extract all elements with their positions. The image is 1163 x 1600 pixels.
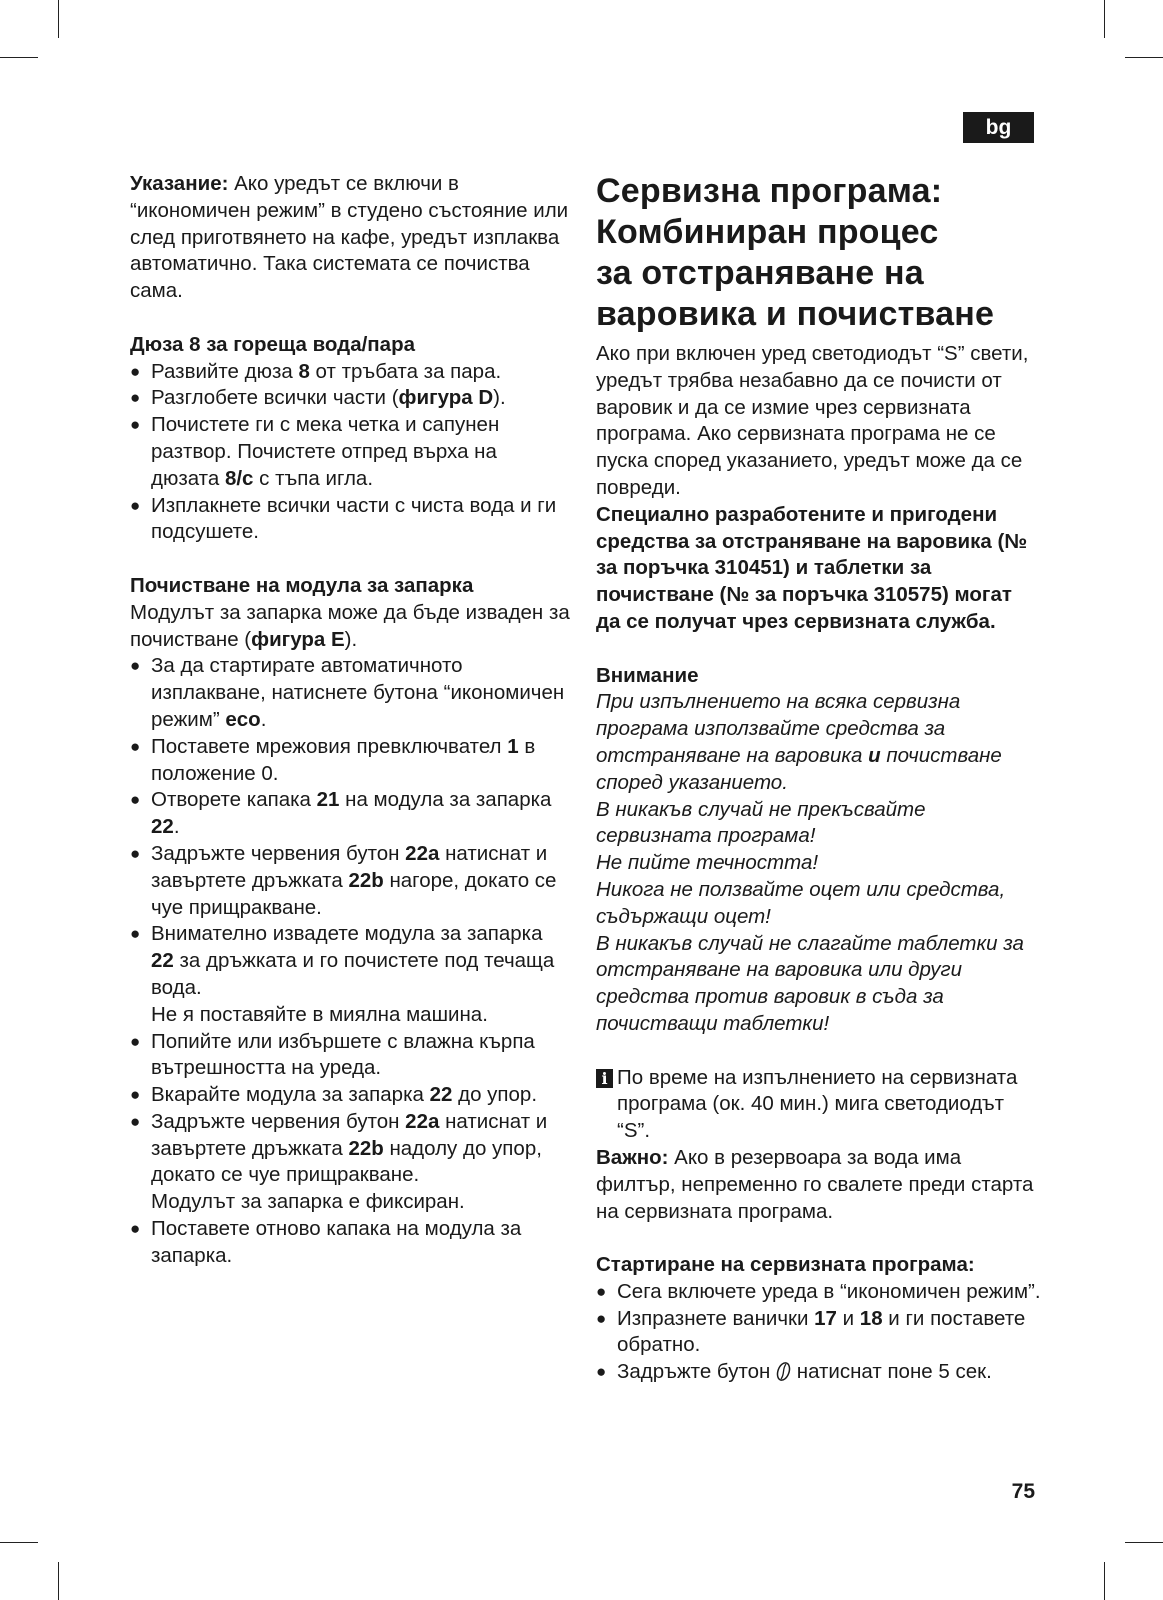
list-item: ● Сега включете уреда в “икономичен режим”. — [596, 1279, 1041, 1306]
info-text: По време на изпълнението на сервизната програма (ок. 40 мин.) мига светодиодът “S”. — [617, 1065, 1018, 1143]
brew-intro: Модулът за запарка може да бъде изваден за почистване (фигура E). — [130, 600, 570, 651]
nozzle-heading: Дюза 8 за гореща вода/пара — [130, 332, 415, 356]
list-item: ● Задръжте червения бутон 22a натиснат и завъртете дръжката 22b надолу до упор, докато се чуе прищракване. Модулът за запарка е фиксиран. — [130, 1109, 570, 1216]
attention-text: При изпълнението на всяка сервизна програма използвайте средства за отстраняване на варовика и почистване според указанието. — [596, 690, 1002, 794]
start-heading: Стартиране на сервизната програма: — [596, 1253, 975, 1277]
attention-text: В никакъв случай не слагайте таблетки за отстраняване на варовика или други средства против варовик в съда за почистващи таблетки! — [596, 931, 1024, 1035]
list-item: ● Поставете отново капака на модула за запарка. — [130, 1216, 570, 1270]
list-item: ● Задръжте бутон натиснат поне 5 сек. — [596, 1359, 1041, 1386]
list-item: ● Вкарайте модула за запарка 22 до упор. — [130, 1082, 570, 1109]
intro-paragraph: Ако при включен уред светодиодът “S” свети, уредът трябва незабавно да се почисти от варовик и да се измие чрез сервизната програма. Ако сервизната програма не се пуска според указанието, уредът може да се повреди. — [596, 342, 1029, 499]
list-item: ● Поставете мрежовия превключвател 1 в положение 0. — [130, 734, 570, 788]
start-list — [596, 1279, 1041, 1386]
note-label: Указание: — [130, 172, 229, 195]
list-item: ● Изплакнете всички части с чиста вода и ги подсушете. — [130, 493, 570, 547]
attention-text: Не пийте течността! — [596, 851, 819, 875]
note-paragraph — [130, 171, 570, 305]
crop-mark — [1125, 1542, 1163, 1543]
attention-text: Никога не ползвайте оцет или средства, съдържащи оцет! — [596, 877, 1006, 928]
crop-mark — [0, 57, 38, 58]
list-item: ● Внимателно извадете модула за запарка 22 за дръжката и го почистете под течаща вода. Не я поставяйте в миялна машина. — [130, 921, 570, 1028]
language-tab: bg — [963, 112, 1034, 143]
list-item: ● Отворете капака 21 на модула за запарка 22. — [130, 787, 570, 841]
brew-heading: Почистване на модула за запарка — [130, 573, 474, 597]
note-text: Ако уредът се включи в “икономичен режим” в студено състояние или след приготвянето на кафе, уредът изплаква автоматично. Така системата се почиства сама. — [130, 172, 569, 303]
list-item: ● За да стартирате автоматичното изплакване, натиснете бутона “икономичен режим” eco. — [130, 653, 570, 733]
attention-text: В никакъв случай не прекъсвайте сервизната програма! — [596, 797, 926, 848]
list-item: ● Попийте или избършете с влажна кърпа вътрешността на уреда. — [130, 1029, 570, 1083]
crop-mark — [1104, 0, 1105, 38]
crop-mark — [58, 1562, 59, 1600]
page-title: Сервизна програма: Комбиниран процес за отстраняване на варовика и почистване — [596, 172, 995, 333]
crop-mark — [0, 1542, 38, 1543]
attention-heading: Внимание — [596, 663, 699, 687]
nozzle-list — [130, 359, 570, 547]
left-column — [130, 171, 570, 1270]
list-item: ● Задръжте червения бутон 22a натиснат и завъртете дръжката 22b нагоре, докато се чуе прищракване. — [130, 841, 570, 921]
right-column — [596, 171, 1041, 1386]
info-note — [596, 1065, 1041, 1145]
list-item: ● Изпразнете ванички 17 и 18 и ги поставете обратно. — [596, 1306, 1041, 1360]
coffee-bean-icon — [776, 1361, 791, 1382]
intro-bold-paragraph: Специално разработените и пригодени средства за отстраняване на варовика (№ за поръчка 310451) и таблетки за почистване (№ за поръчка 310575) могат да се получат чрез сервизната служба. — [596, 502, 1028, 633]
list-item: ● Развийте дюза 8 от тръбата за пара. — [130, 359, 570, 386]
brew-list — [130, 653, 570, 1269]
list-item: ● Разглобете всички части (фигура D). — [130, 385, 570, 412]
info-icon: i — [596, 1069, 613, 1088]
crop-mark — [1125, 57, 1163, 58]
page-number: 75 — [1011, 1480, 1035, 1503]
list-item: ● Почистете ги с мека четка и сапунен разтвор. Почистете отпред върха на дюзата 8/c с тъпа игла. — [130, 412, 570, 492]
crop-mark — [1104, 1562, 1105, 1600]
crop-mark — [58, 0, 59, 38]
important-paragraph: Важно: Ако в резервоара за вода има филтър, непременно го свалете преди старта на сервизната програма. — [596, 1145, 1034, 1223]
